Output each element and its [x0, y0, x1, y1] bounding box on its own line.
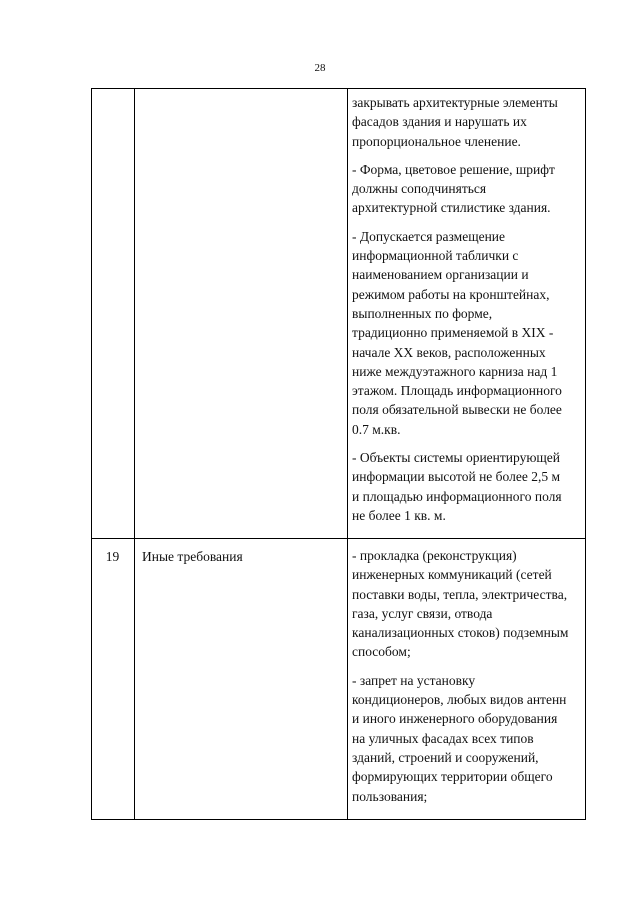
text-line: и иного инженерного оборудования	[352, 711, 558, 727]
row-requirements	[352, 93, 584, 534]
requirement-paragraph	[352, 227, 584, 439]
text-line: должны соподчиняться	[352, 181, 487, 197]
text-line: пользования;	[352, 788, 428, 804]
text-line: выполненных по форме,	[352, 305, 493, 321]
text-line: кондиционеров, любых видов антенн	[352, 692, 567, 708]
requirement-paragraph	[352, 546, 584, 662]
text-line: - прокладка (реконструкция)	[352, 548, 517, 563]
text-line: - Форма, цветовое решение, шрифт	[352, 161, 555, 177]
text-line: - Объекты системы ориентирующей	[352, 450, 561, 466]
requirements-table	[91, 88, 586, 820]
text-line: поля обязательной вывески не более	[352, 402, 562, 418]
text-line: инженерных коммуникаций (сетей	[352, 567, 552, 583]
text-line: на уличных фасадах всех типов	[352, 730, 534, 746]
row-number: 19	[105, 549, 120, 564]
text-line: - запрет на установку	[352, 672, 476, 688]
text-line: способом;	[352, 644, 411, 660]
text-line: 0.7 м.кв.	[352, 421, 401, 437]
table-row	[91, 539, 586, 819]
text-line: и площадью информационного поля	[352, 488, 562, 504]
page-number: 28	[314, 62, 326, 74]
text-line: наименованием организации и	[352, 267, 529, 283]
text-line: не более 1 кв. м.	[352, 507, 446, 523]
requirement-paragraph	[352, 93, 584, 151]
text-line: поставки воды, тепла, электричества,	[352, 586, 568, 602]
text-line: газа, услуг связи, отвода	[352, 605, 493, 621]
row-requirements	[352, 546, 584, 815]
text-line: ниже междуэтажного карниза над 1	[352, 363, 558, 379]
requirement-paragraph	[352, 671, 584, 806]
table-row	[91, 89, 586, 539]
text-line: формирующих территории общего	[352, 769, 553, 785]
text-line: фасадов здания и нарушать их	[352, 114, 527, 130]
text-line: пропорциональное членение.	[352, 133, 521, 149]
text-line: архитектурной стилистике здания.	[352, 200, 551, 216]
text-line: - Допускается размещение	[352, 228, 506, 244]
text-line: этажом. Площадь информационного	[352, 383, 562, 399]
text-line: зданий, строений и сооружений,	[352, 749, 539, 765]
text-line: традиционно применяемой в XIX -	[352, 325, 554, 341]
row-name: Иные требования	[142, 549, 243, 564]
text-line: закрывать архитектурные элементы	[352, 95, 558, 110]
text-line: канализационных стоков) подземным	[352, 625, 569, 641]
requirement-paragraph	[352, 448, 584, 525]
text-line: начале XX веков, расположенных	[352, 344, 546, 360]
text-line: информации высотой не более 2,5 м	[352, 469, 560, 485]
text-line: информационной таблички с	[352, 248, 519, 264]
requirement-paragraph	[352, 160, 584, 218]
text-line: режимом работы на кронштейнах,	[352, 286, 550, 302]
